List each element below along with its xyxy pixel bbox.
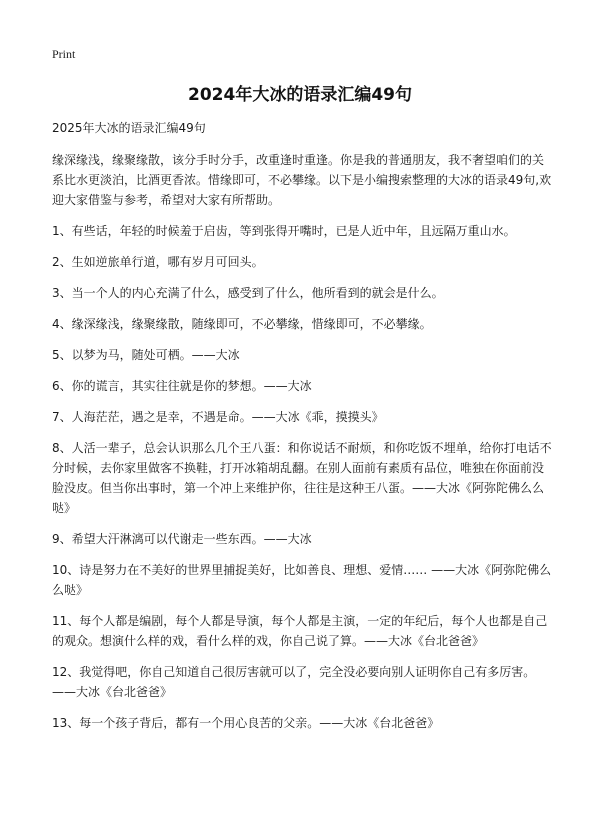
quote-item: 12、我觉得吧，你自己知道自己很厉害就可以了，完全没必要向别人证明你自己有多厉害。——大冰《台北爸爸》 <box>52 665 536 699</box>
print-link[interactable]: Print <box>52 47 76 61</box>
quote-item: 7、人海茫茫，遇之是幸，不遇是命。——大冰《乖，摸摸头》 <box>52 410 384 424</box>
page-title: 2024年大冰的语录汇编49句 <box>188 85 412 105</box>
intro-paragraph: 缘深缘浅，缘聚缘散，该分手时分手，改重逢时重逢。你是我的普通朋友，我不奢望咱们的关系比水更淡泊，比酒更香浓。惜缘即可，不必攀缘。以下是小编搜索整理的大冰的语录49句,欢迎大家借鉴与参考，希望对大家有所帮助。 <box>52 153 552 207</box>
quote-item: 13、每一个孩子背后，都有一个用心良苦的父亲。——大冰《台北爸爸》 <box>52 716 440 730</box>
article-body <box>52 120 552 744</box>
quote-item: 6、你的谎言，其实往往就是你的梦想。——大冰 <box>52 379 312 393</box>
quote-item: 10、诗是努力在不美好的世界里捕捉美好，比如善良、理想、爱情…… ——大冰《阿弥陀佛么么哒》 <box>52 563 552 597</box>
quote-item: 9、希望大汗淋漓可以代谢走一些东西。——大冰 <box>52 532 312 546</box>
quote-item: 1、有些话，年轻的时候羞于启齿，等到张得开嘴时，已是人近中年，且远隔万重山水。 <box>52 224 516 238</box>
quote-item: 5、以梦为马，随处可栖。——大冰 <box>52 348 240 362</box>
quote-item: 3、当一个人的内心充满了什么，感受到了什么，他所看到的就会是什么。 <box>52 286 444 300</box>
article-subtitle: 2025年大冰的语录汇编49句 <box>52 121 206 135</box>
quote-item: 2、生如逆旅单行道，哪有岁月可回头。 <box>52 255 264 269</box>
quote-item: 11、每个人都是编剧，每个人都是导演，每个人都是主演，一定的年纪后，每个人也都是自己的观众。想演什么样的戏，看什么样的戏，你自己说了算。——大冰《台北爸爸》 <box>52 614 548 648</box>
quote-item: 4、缘深缘浅，缘聚缘散，随缘即可，不必攀缘，惜缘即可，不必攀缘。 <box>52 317 432 331</box>
quote-item: 8、人活一辈子，总会认识那么几个王八蛋：和你说话不耐烦，和你吃饭不埋单，给你打电话不分时候，去你家里做客不换鞋，打开冰箱胡乱翻。在别人面前有素质有品位，唯独在你面前没脸没皮。但当你出事时，第一个冲上来维护你，往往是这种王八蛋。——大冰《阿弥陀佛么么哒》 <box>52 441 552 515</box>
